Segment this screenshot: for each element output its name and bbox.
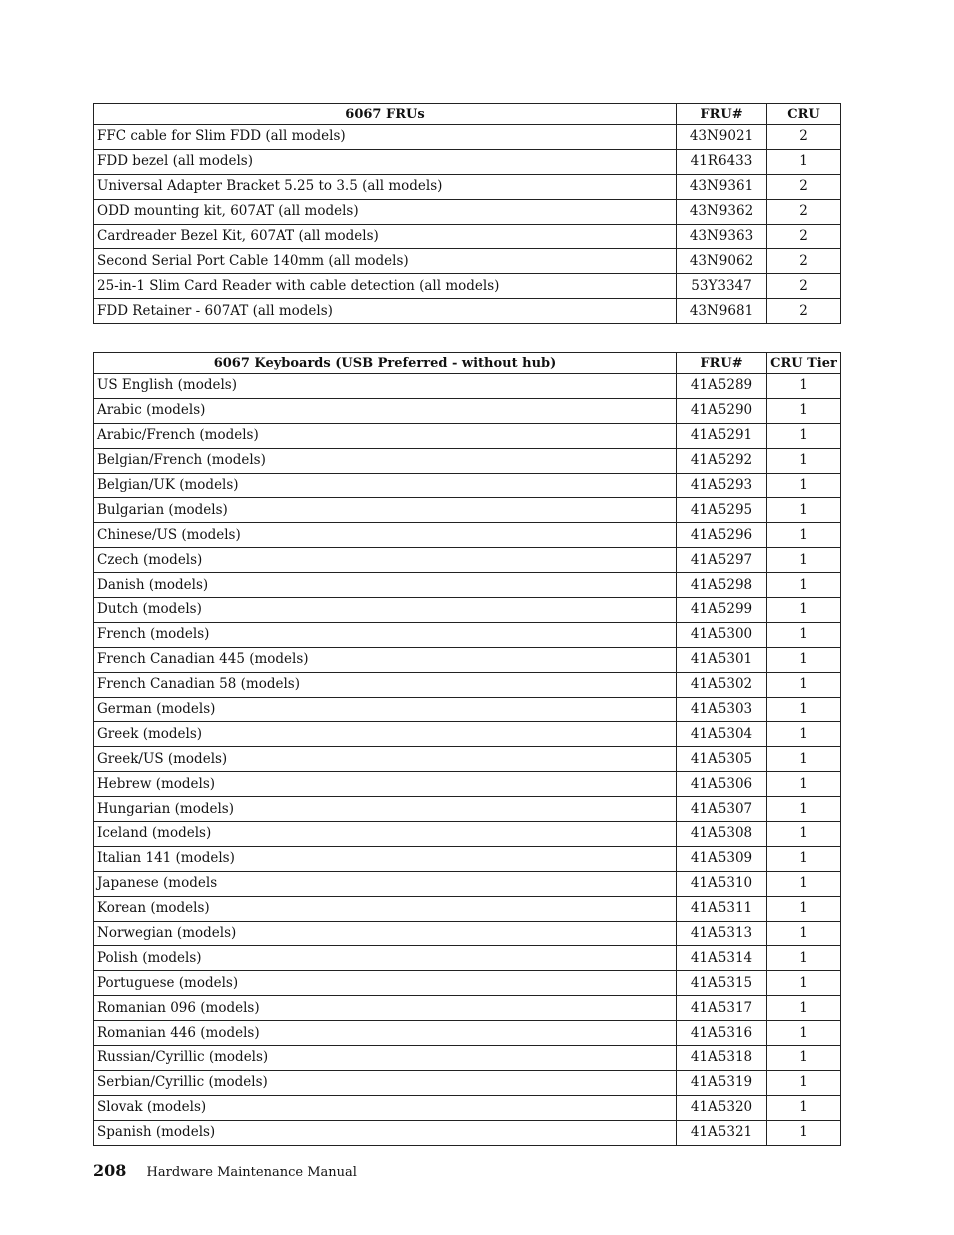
cell-description: Hebrew (models) <box>94 772 677 797</box>
keyboard-table-body <box>94 374 841 1146</box>
column-header-fru-number: FRU# <box>677 353 767 374</box>
table-row <box>94 1070 841 1095</box>
cell-description: FDD bezel (all models) <box>94 149 677 174</box>
cell-cru: 1 <box>767 996 841 1021</box>
cell-description: US English (models) <box>94 374 677 399</box>
cell-fru-number: 41A5316 <box>677 1021 767 1046</box>
cell-cru: 1 <box>767 548 841 573</box>
cell-description: Romanian 096 (models) <box>94 996 677 1021</box>
table-row <box>94 1120 841 1145</box>
cell-fru-number: 41A5313 <box>677 921 767 946</box>
table-row <box>94 996 841 1021</box>
cell-description: Italian 141 (models) <box>94 846 677 871</box>
cell-description: ODD mounting kit, 607AT (all models) <box>94 199 677 224</box>
table-row <box>94 125 841 150</box>
cell-cru: 1 <box>767 1120 841 1145</box>
table-row <box>94 573 841 598</box>
cell-cru: 1 <box>767 1021 841 1046</box>
cell-description: Dutch (models) <box>94 598 677 623</box>
table-row <box>94 772 841 797</box>
cell-fru-number: 41A5320 <box>677 1095 767 1120</box>
table-row <box>94 622 841 647</box>
column-header-description: 6067 FRUs <box>94 104 677 125</box>
cell-cru: 1 <box>767 374 841 399</box>
table-row <box>94 374 841 399</box>
table-row <box>94 149 841 174</box>
fru-table <box>93 103 841 324</box>
cell-cru: 1 <box>767 697 841 722</box>
cell-description: French Canadian 445 (models) <box>94 647 677 672</box>
table-row <box>94 274 841 299</box>
column-header-cru-tier: CRU Tier <box>767 353 841 374</box>
table-row <box>94 199 841 224</box>
cell-cru: 2 <box>767 199 841 224</box>
cell-cru: 1 <box>767 1046 841 1071</box>
cell-description: Greek/US (models) <box>94 747 677 772</box>
cell-cru: 1 <box>767 1070 841 1095</box>
cell-cru: 1 <box>767 523 841 548</box>
page-number: 208 <box>93 1161 127 1180</box>
cell-description: Chinese/US (models) <box>94 523 677 548</box>
cell-cru: 2 <box>767 174 841 199</box>
cell-cru: 2 <box>767 274 841 299</box>
cell-fru-number: 43N9363 <box>677 224 767 249</box>
cell-cru: 1 <box>767 896 841 921</box>
cell-fru-number: 41A5310 <box>677 871 767 896</box>
keyboard-table <box>93 352 841 1146</box>
table-row <box>94 249 841 274</box>
cell-cru: 1 <box>767 622 841 647</box>
cell-description: FFC cable for Slim FDD (all models) <box>94 125 677 150</box>
table-row <box>94 747 841 772</box>
cell-description: Iceland (models) <box>94 822 677 847</box>
column-header-cru: CRU <box>767 104 841 125</box>
cell-fru-number: 41A5295 <box>677 498 767 523</box>
cell-fru-number: 43N9361 <box>677 174 767 199</box>
table-row <box>94 224 841 249</box>
fru-table-body <box>94 125 841 324</box>
table-row <box>94 871 841 896</box>
table-row <box>94 473 841 498</box>
cell-fru-number: 41A5296 <box>677 523 767 548</box>
cell-description: Korean (models) <box>94 896 677 921</box>
table-row <box>94 523 841 548</box>
cell-description: 25-in-1 Slim Card Reader with cable detection (all models) <box>94 274 677 299</box>
cell-fru-number: 41A5306 <box>677 772 767 797</box>
cell-description: Russian/Cyrillic (models) <box>94 1046 677 1071</box>
cell-cru: 1 <box>767 822 841 847</box>
cell-fru-number: 41A5292 <box>677 448 767 473</box>
cell-cru: 1 <box>767 1095 841 1120</box>
cell-description: Slovak (models) <box>94 1095 677 1120</box>
cell-description: Romanian 446 (models) <box>94 1021 677 1046</box>
cell-cru: 2 <box>767 299 841 324</box>
cell-fru-number: 41A5321 <box>677 1120 767 1145</box>
cell-cru: 1 <box>767 498 841 523</box>
cell-cru: 1 <box>767 797 841 822</box>
cell-description: French (models) <box>94 622 677 647</box>
table-row <box>94 1021 841 1046</box>
cell-fru-number: 41A5317 <box>677 996 767 1021</box>
cell-fru-number: 43N9062 <box>677 249 767 274</box>
cell-description: Universal Adapter Bracket 5.25 to 3.5 (all models) <box>94 174 677 199</box>
cell-description: Belgian/UK (models) <box>94 473 677 498</box>
cell-fru-number: 41A5291 <box>677 423 767 448</box>
cell-fru-number: 41A5319 <box>677 1070 767 1095</box>
cell-cru: 1 <box>767 573 841 598</box>
cell-description: Spanish (models) <box>94 1120 677 1145</box>
cell-cru: 1 <box>767 473 841 498</box>
cell-fru-number: 41A5309 <box>677 846 767 871</box>
cell-cru: 2 <box>767 249 841 274</box>
table-row <box>94 598 841 623</box>
table-row <box>94 398 841 423</box>
table-row <box>94 946 841 971</box>
cell-description: Czech (models) <box>94 548 677 573</box>
cell-fru-number: 41A5301 <box>677 647 767 672</box>
cell-description: FDD Retainer - 607AT (all models) <box>94 299 677 324</box>
table-row <box>94 672 841 697</box>
cell-description: Serbian/Cyrillic (models) <box>94 1070 677 1095</box>
cell-fru-number: 41A5307 <box>677 797 767 822</box>
table-row <box>94 647 841 672</box>
cell-fru-number: 41A5305 <box>677 747 767 772</box>
table-row <box>94 1095 841 1120</box>
cell-fru-number: 41A5299 <box>677 598 767 623</box>
cell-fru-number: 41A5300 <box>677 622 767 647</box>
cell-fru-number: 41A5314 <box>677 946 767 971</box>
column-header-description: 6067 Keyboards (USB Preferred - without hub) <box>94 353 677 374</box>
cell-fru-number: 43N9362 <box>677 199 767 224</box>
cell-description: Portuguese (models) <box>94 971 677 996</box>
cell-cru: 1 <box>767 647 841 672</box>
cell-cru: 2 <box>767 224 841 249</box>
table-header-row <box>94 104 841 125</box>
cell-description: Bulgarian (models) <box>94 498 677 523</box>
table-row <box>94 797 841 822</box>
table-row <box>94 423 841 448</box>
cell-fru-number: 41A5290 <box>677 398 767 423</box>
cell-description: Second Serial Port Cable 140mm (all models) <box>94 249 677 274</box>
cell-fru-number: 41A5293 <box>677 473 767 498</box>
page-footer <box>93 1161 357 1180</box>
cell-fru-number: 43N9021 <box>677 125 767 150</box>
cell-fru-number: 41A5302 <box>677 672 767 697</box>
cell-fru-number: 41A5303 <box>677 697 767 722</box>
column-header-fru-number: FRU# <box>677 104 767 125</box>
table-row <box>94 299 841 324</box>
table-row <box>94 1046 841 1071</box>
table-header-row <box>94 353 841 374</box>
cell-fru-number: 41A5297 <box>677 548 767 573</box>
cell-fru-number: 41A5308 <box>677 822 767 847</box>
cell-description: Polish (models) <box>94 946 677 971</box>
cell-description: Danish (models) <box>94 573 677 598</box>
cell-cru: 1 <box>767 772 841 797</box>
cell-description: Arabic (models) <box>94 398 677 423</box>
cell-description: French Canadian 58 (models) <box>94 672 677 697</box>
cell-cru: 2 <box>767 125 841 150</box>
cell-cru: 1 <box>767 846 841 871</box>
cell-fru-number: 41A5315 <box>677 971 767 996</box>
table-row <box>94 548 841 573</box>
table-row <box>94 896 841 921</box>
cell-cru: 1 <box>767 921 841 946</box>
table-row <box>94 722 841 747</box>
cell-description: Hungarian (models) <box>94 797 677 822</box>
table-row <box>94 498 841 523</box>
cell-fru-number: 41A5311 <box>677 896 767 921</box>
table-row <box>94 846 841 871</box>
table-row <box>94 921 841 946</box>
cell-description: German (models) <box>94 697 677 722</box>
cell-fru-number: 41A5304 <box>677 722 767 747</box>
cell-description: Arabic/French (models) <box>94 423 677 448</box>
table-row <box>94 697 841 722</box>
cell-cru: 1 <box>767 598 841 623</box>
table-row <box>94 174 841 199</box>
cell-cru: 1 <box>767 871 841 896</box>
cell-cru: 1 <box>767 149 841 174</box>
cell-cru: 1 <box>767 398 841 423</box>
cell-cru: 1 <box>767 747 841 772</box>
cell-description: Greek (models) <box>94 722 677 747</box>
cell-description: Cardreader Bezel Kit, 607AT (all models) <box>94 224 677 249</box>
manual-title: Hardware Maintenance Manual <box>146 1165 357 1180</box>
cell-cru: 1 <box>767 423 841 448</box>
cell-cru: 1 <box>767 722 841 747</box>
cell-fru-number: 41R6433 <box>677 149 767 174</box>
table-row <box>94 822 841 847</box>
cell-cru: 1 <box>767 971 841 996</box>
cell-fru-number: 41A5289 <box>677 374 767 399</box>
cell-fru-number: 43N9681 <box>677 299 767 324</box>
cell-description: Japanese (models <box>94 871 677 896</box>
cell-description: Norwegian (models) <box>94 921 677 946</box>
cell-cru: 1 <box>767 672 841 697</box>
cell-fru-number: 53Y3347 <box>677 274 767 299</box>
cell-fru-number: 41A5298 <box>677 573 767 598</box>
cell-description: Belgian/French (models) <box>94 448 677 473</box>
table-row <box>94 971 841 996</box>
cell-cru: 1 <box>767 448 841 473</box>
cell-cru: 1 <box>767 946 841 971</box>
cell-fru-number: 41A5318 <box>677 1046 767 1071</box>
table-row <box>94 448 841 473</box>
